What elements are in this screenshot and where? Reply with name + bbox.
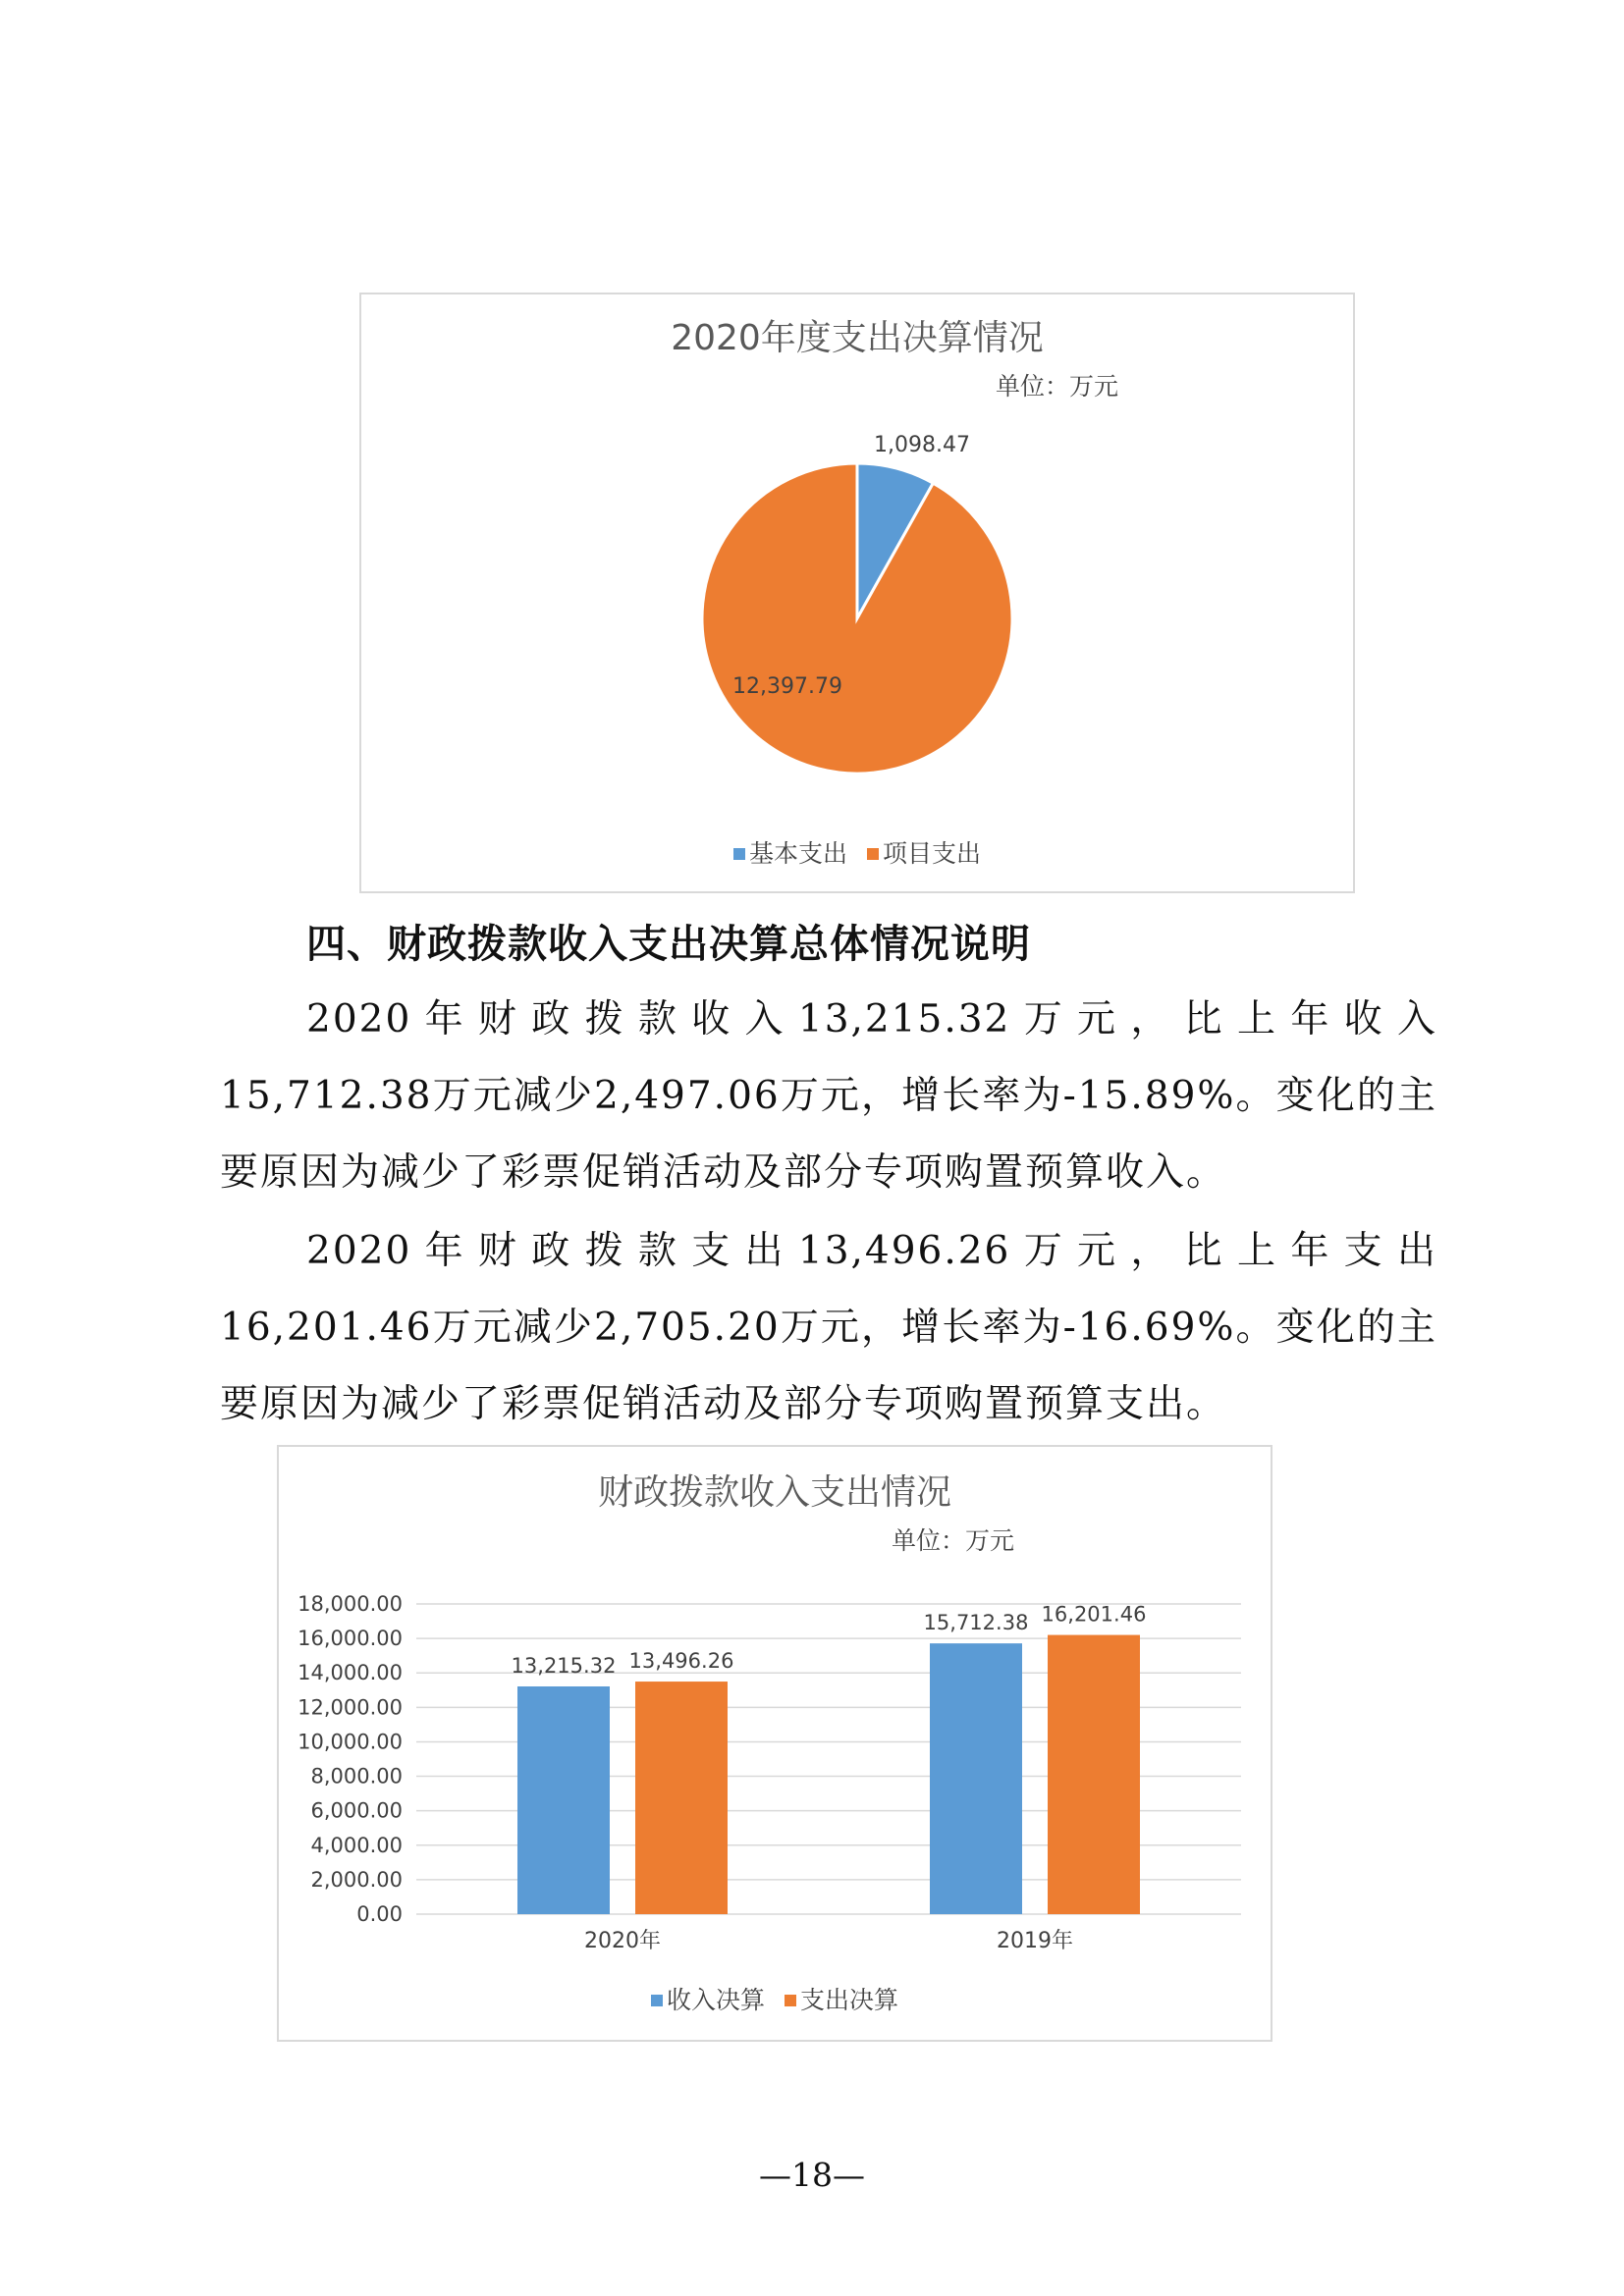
paragraph-income: 2020年财政拨款收入13,215.32万元，比上年收入15,712.38万元减少2,497.06万元，增长率为-15.89%。变化的主要原因为减少了彩票促销活动及部分专项购置预算收入。 [220,997,1437,1195]
legend-label-income: 收入决算 [667,1986,766,2014]
y-tick-label: 8,000.00 [310,1764,403,1789]
legend-label-project: 项目支出 [882,839,981,868]
pie-slice-project [702,463,1012,774]
y-tick-label: 0.00 [356,1902,403,1926]
pie-unit-label: 单位：万元 [996,372,1119,400]
bar-chart-title: 财政拨款收入支出情况 [597,1472,951,1513]
x-category-label: 2020年 [584,1929,661,1953]
legend-item-project [867,834,981,870]
legend-swatch-blue [733,848,745,860]
bar-income [517,1686,610,1914]
x-category-label: 2019年 [997,1929,1073,1953]
pie-label-project: 12,397.79 [732,674,842,699]
pie-legend [361,834,1353,870]
y-tick-label: 12,000.00 [298,1695,403,1720]
y-tick-label: 18,000.00 [298,1592,403,1616]
bar-data-label: 15,712.38 [923,1611,1029,1635]
bar-data-label: 13,215.32 [511,1653,617,1678]
legend-item-income [651,1981,765,2016]
y-tick-label: 6,000.00 [310,1798,403,1823]
y-tick-label: 4,000.00 [310,1833,403,1857]
pie-label-basic: 1,098.47 [874,433,970,457]
bar-data-label: 16,201.46 [1041,1602,1147,1627]
legend-label-expense: 支出决算 [799,1986,898,2014]
bar-expense [1048,1635,1140,1914]
pie-chart-title: 2020年度支出决算情况 [671,318,1044,358]
paragraph-expense: 2020年财政拨款支出13,496.26万元，比上年支出16,201.46万元减少2,705.20万元，增长率为-16.69%。变化的主要原因为减少了彩票促销活动及部分专项购置预算支出。 [220,1229,1437,1426]
legend-swatch-orange [867,848,879,860]
bar-legend [279,1981,1271,2016]
y-tick-label: 14,000.00 [298,1661,403,1685]
bar-income [930,1643,1022,1914]
bar-data-label: 13,496.26 [628,1649,734,1674]
section-heading: 四、财政拨款收入支出决算总体情况说明 [306,922,1031,967]
page-number: —18— [759,2156,865,2194]
y-tick-label: 10,000.00 [298,1730,403,1754]
y-tick-label: 16,000.00 [298,1627,403,1651]
legend-label-basic: 基本支出 [749,839,848,868]
bar-chart [277,1445,1272,2042]
pie-chart-plot [361,294,1353,891]
bar-chart-plot [279,1447,1271,2040]
pie-chart [359,293,1355,893]
legend-item-basic [733,834,847,870]
legend-swatch-blue [651,1995,663,2006]
legend-item-expense [785,1981,898,2016]
bar-unit-label: 单位：万元 [892,1526,1015,1555]
y-tick-label: 2,000.00 [310,1867,403,1892]
bar-expense [635,1682,728,1914]
legend-swatch-orange [785,1995,796,2006]
